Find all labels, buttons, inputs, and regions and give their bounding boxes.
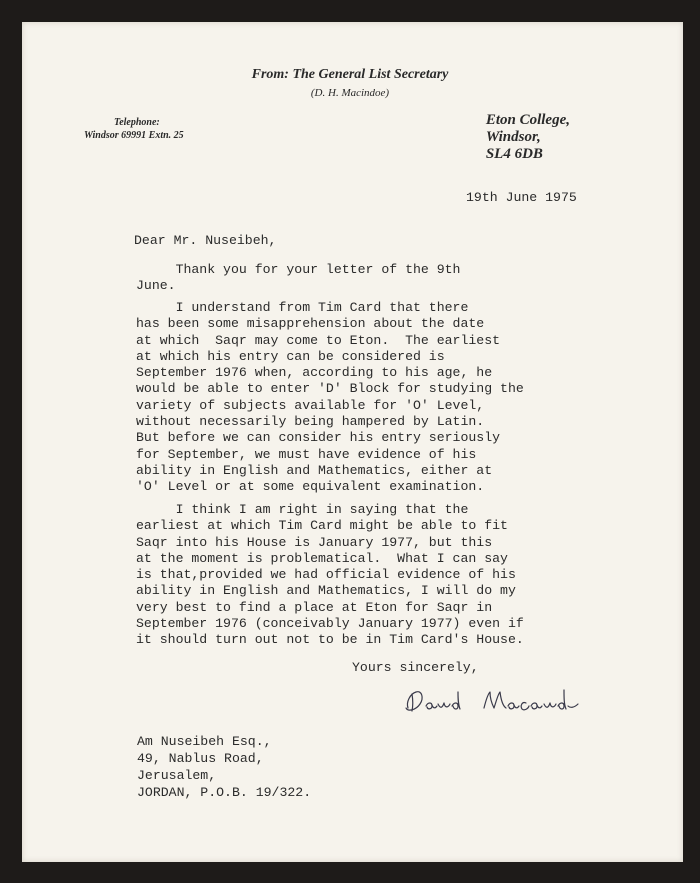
letterhead-name: (D. H. Macindoe) (310, 87, 390, 99)
telephone-block (84, 116, 184, 142)
closing: Yours sincerely, (352, 660, 479, 675)
telephone-label: Telephone: (114, 117, 160, 128)
handwritten-signature (400, 682, 590, 718)
letter-date: 19th June 1975 (466, 190, 577, 205)
recipient-address: Am Nuseibeh Esq., 49, Nablus Road, Jerusalem, JORDAN, P.O.B. 19/322. (137, 734, 312, 800)
body-paragraph-1: Thank you for your letter of the 9th June. (136, 262, 461, 294)
sender-address (486, 112, 612, 163)
address-line-2: Windsor, (485, 129, 541, 145)
letterhead-from: From: The General List Secretary (251, 67, 449, 82)
salutation: Dear Mr. Nuseibeh, (134, 233, 277, 248)
body-paragraph-2: I understand from Tim Card that there has been some misapprehension about the date at which Saqr may come to Eton. The earliest at which his entry can be considered is September 1976 when, according to his age, he would be able to enter 'D' Block for studying the variety of subjects available for 'O' Level, without necessarily being hampered by Latin. But before we can consider his entry seriously for September, we must have evidence of his ability in English and Mathematics, either at 'O' Level or at some equivalent examination. (136, 300, 524, 495)
address-line-1: Eton College, (485, 112, 570, 128)
telephone-number: Windsor 69991 Extn. 25 (84, 130, 184, 141)
body-paragraph-3: I think I am right in saying that the earliest at which Tim Card might be able to fit Saqr into his House is January 1977, but this at the moment is problematical. What I can say is that,provided we had official evidence of his ability in English and Mathematics, I will do my very best to find a place at Eton for Saqr in September 1976 (conceivably January 1977) even if it should turn out not to be in Tim Card's House. (136, 502, 524, 648)
address-line-3: SL4 6DB (485, 146, 543, 162)
